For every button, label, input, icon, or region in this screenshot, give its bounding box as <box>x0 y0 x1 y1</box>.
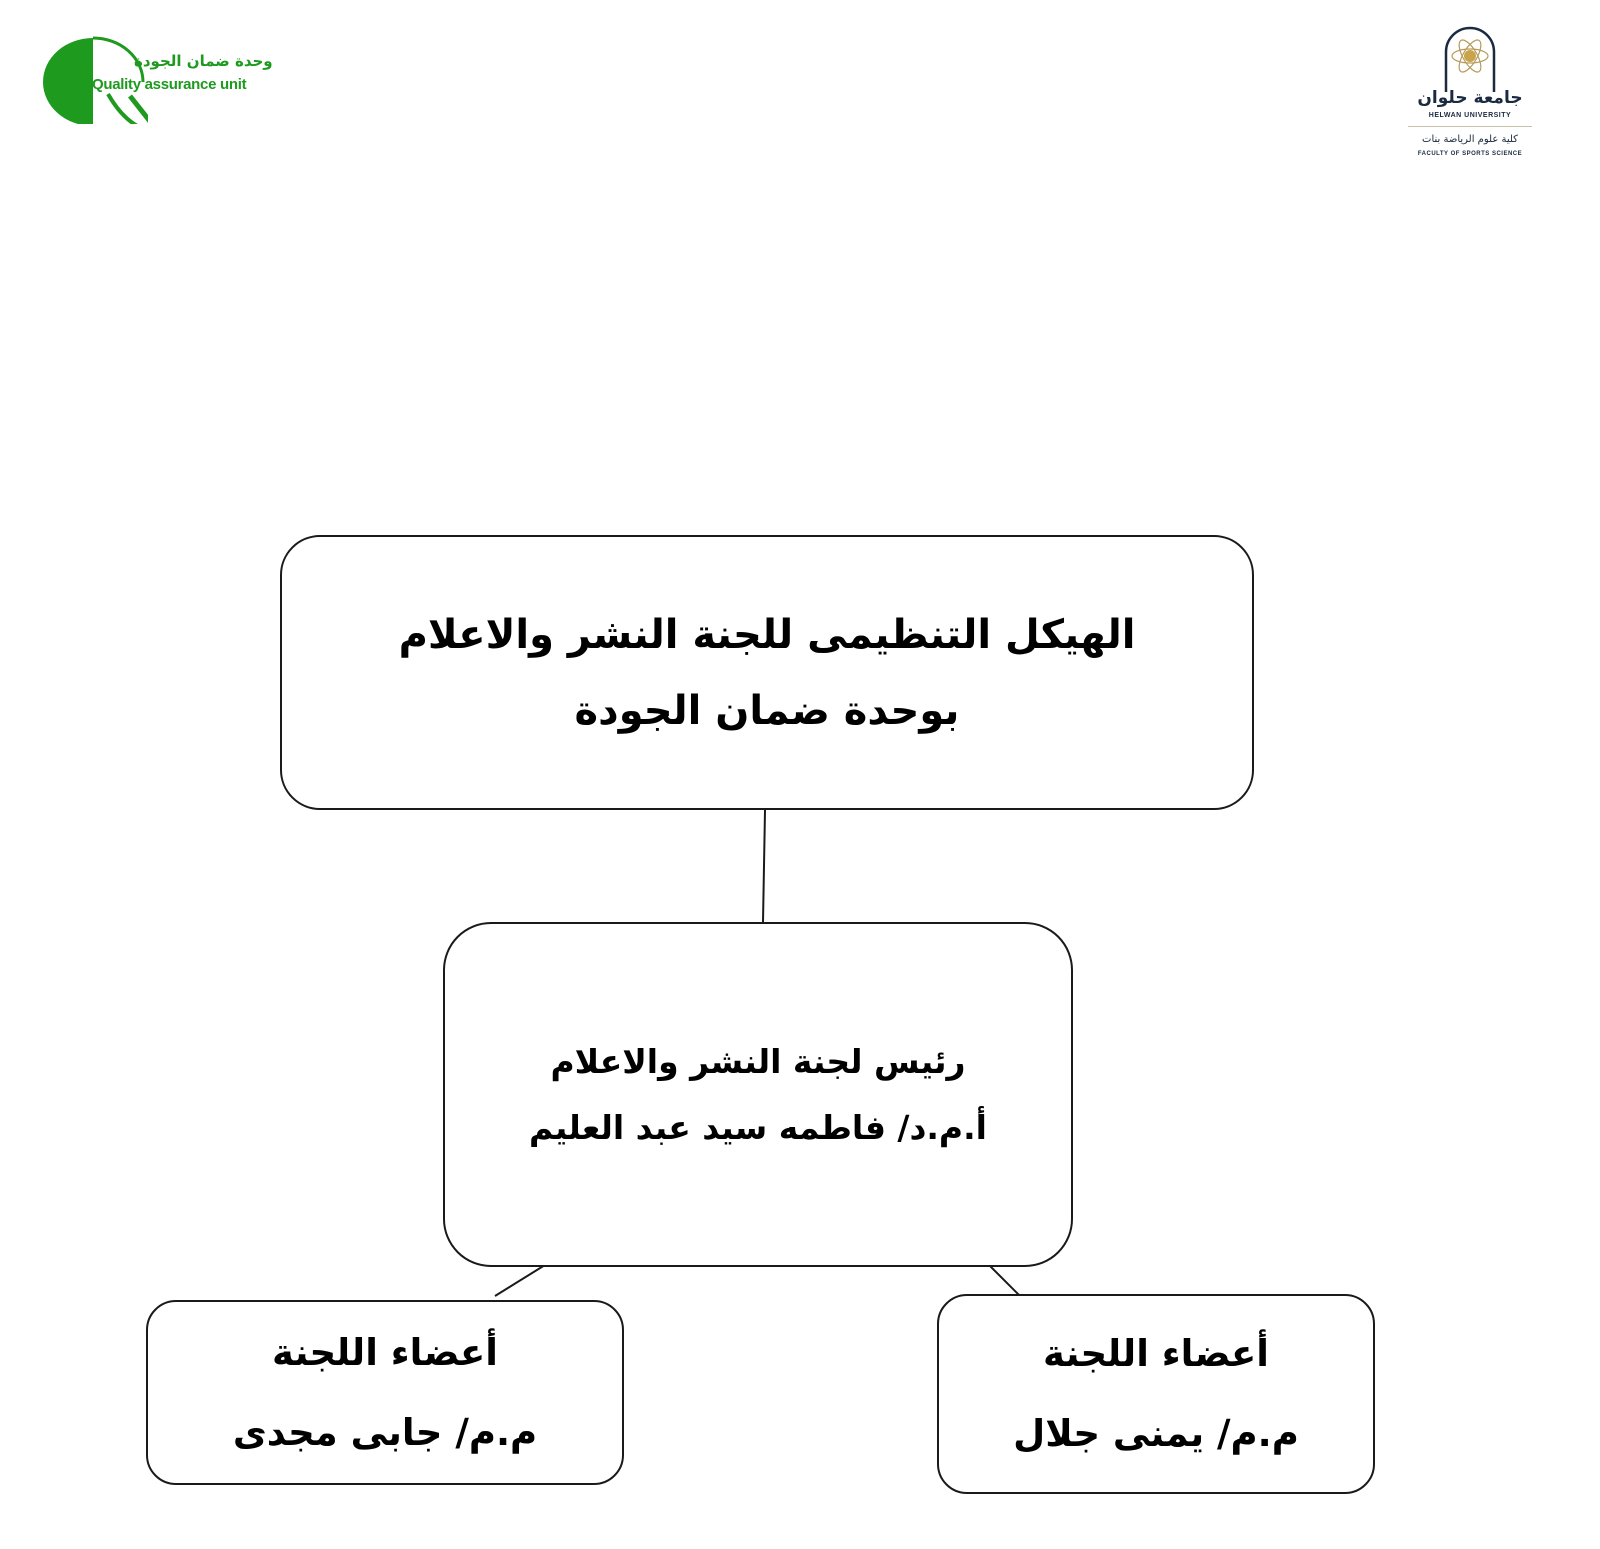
university-name-english: HELWAN UNIVERSITY <box>1428 112 1512 119</box>
member-role: أعضاء اللجنة <box>272 1330 498 1374</box>
quality-unit-english: Quality assurance unit <box>92 76 247 93</box>
chart-title-line2: بوحدة ضمان الجودة <box>574 687 960 734</box>
committee-head-box <box>443 922 1073 1267</box>
chart-title-line1: الهيكل التنظيمى للجنة النشر والاعلام <box>398 611 1136 658</box>
university-name-arabic: جامعة حلوان <box>1417 88 1523 108</box>
chart-title-box <box>280 535 1254 810</box>
faculty-name-arabic: كلية علوم الرياضة بنات <box>1422 134 1518 145</box>
quality-unit-arabic: وحدة ضمان الجودة <box>134 52 273 70</box>
member-name: م.م/ يمنى جلال <box>1013 1412 1299 1455</box>
head-name: أ.م.د/ فاطمه سيد عبد العليم <box>529 1107 987 1147</box>
head-role: رئيس لجنة النشر والاعلام <box>550 1041 966 1081</box>
faculty-name-english: FACULTY OF SPORTS SCIENCE <box>1417 151 1523 157</box>
member-role: أعضاء اللجنة <box>1043 1332 1269 1375</box>
member-name: م.م/ جابى مجدى <box>232 1410 538 1454</box>
member-box-left <box>146 1300 624 1485</box>
member-box-right <box>937 1294 1375 1494</box>
